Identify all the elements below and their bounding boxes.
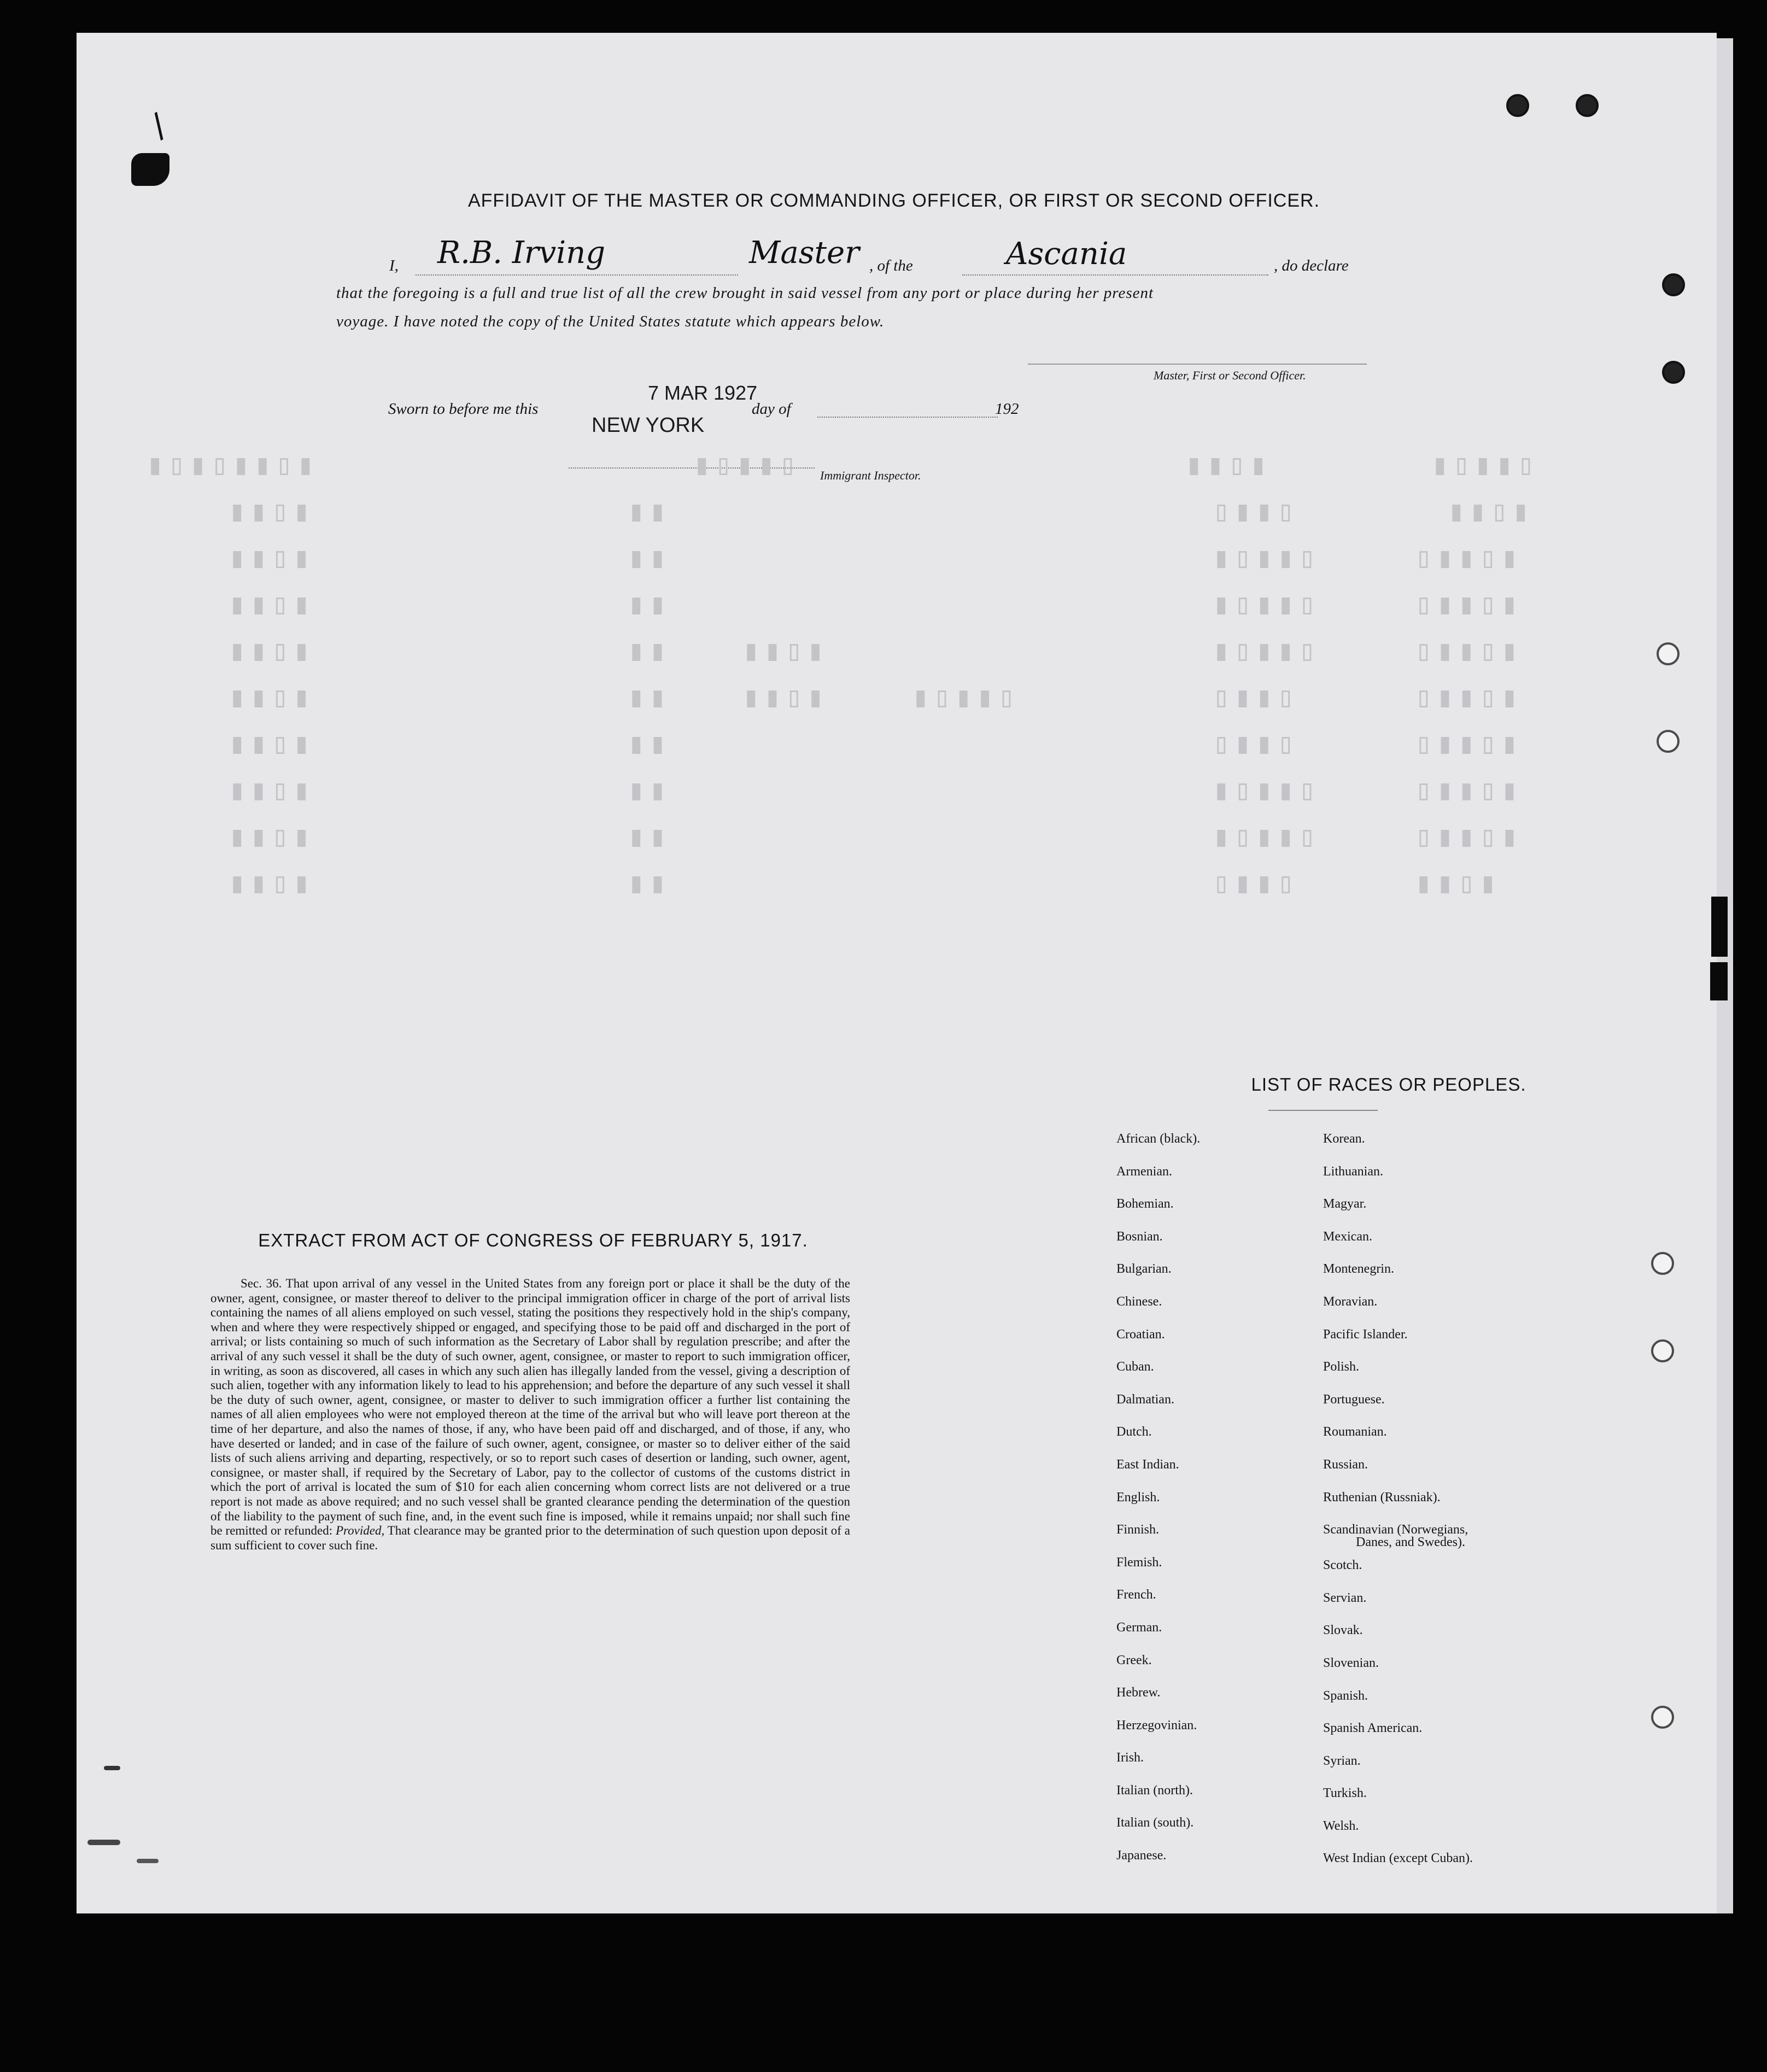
rank-handwritten: Master bbox=[749, 235, 859, 271]
race-item: Korean. bbox=[1323, 1132, 1365, 1146]
race-item: Flemish. bbox=[1116, 1555, 1162, 1570]
affidavit-line-3: voyage. I have noted the copy of the United States statute which appears below. bbox=[336, 313, 885, 330]
paper-speck bbox=[137, 1859, 159, 1863]
race-item: Welsh. bbox=[1323, 1818, 1359, 1833]
extract-title: EXTRACT FROM ACT OF CONGRESS OF FEBRUARY 5, 1917. bbox=[258, 1230, 808, 1250]
edge-tab bbox=[1711, 897, 1728, 957]
race-item: Hebrew. bbox=[1116, 1685, 1161, 1700]
race-item: Spanish American. bbox=[1323, 1721, 1423, 1736]
binding-hole bbox=[1662, 361, 1685, 384]
binding-hole bbox=[1651, 1252, 1674, 1275]
vessel-line bbox=[962, 274, 1268, 276]
race-item: Pacific Islander. bbox=[1323, 1327, 1408, 1342]
race-item: Roumanian. bbox=[1323, 1425, 1387, 1439]
race-item: West Indian (except Cuban). bbox=[1323, 1851, 1473, 1866]
race-item: Bohemian. bbox=[1116, 1197, 1174, 1211]
extract-text-2: That clearance may be granted prior to the determination of such question upon deposit of a sum sufficient to cover such fine. bbox=[210, 1524, 850, 1552]
race-item: Russian. bbox=[1323, 1457, 1368, 1472]
bleed-through-area bbox=[142, 448, 1651, 897]
sworn-label: Sworn to before me this bbox=[388, 400, 539, 418]
races-right-column bbox=[1323, 1132, 1473, 1884]
race-item: African (black). bbox=[1116, 1132, 1201, 1146]
races-title-rule bbox=[1268, 1110, 1378, 1111]
binding-hole bbox=[1506, 94, 1529, 117]
race-item: Scotch. bbox=[1323, 1558, 1362, 1573]
stamp-date: 7 MAR 1927 bbox=[648, 382, 758, 404]
races-title: LIST OF RACES OR PEOPLES. bbox=[1251, 1074, 1526, 1094]
name-line bbox=[416, 274, 738, 276]
race-item: Chinese. bbox=[1116, 1294, 1162, 1309]
race-item: Magyar. bbox=[1323, 1197, 1367, 1211]
bleed-through-row: ▮▯▮▮ ▮▮ ▯▮▮▯▮ ▮▯▮▮▯ bbox=[224, 541, 1518, 574]
race-item: Armenian. bbox=[1116, 1164, 1172, 1179]
bleed-through-row: ▮▯▮▮ ▮▮ ▯▮▮▯▮ ▮▯▮▮▯ bbox=[224, 820, 1518, 853]
extract-text-1: That upon arrival of any vessel in the United States from any foreign port or place it shall be the duty of the owner, agent, consignee, or master thereof to deliver to the principal immigration officer in charge of the port of arrival lists containing the names of all aliens employed on such vessel, stating the positions they respectively hold in the ship's company, when and where they were respectively shipped or engaged, and specifying those to be paid off and discharged in the port of arrival; or lists containing so much of such information as the Secretary of Labor shall by regulation prescribe; and after the arrival of any such vessel it shall be the duty of such owner, agent, consignee, or master to report to such immigration officer, in writing, as soon as discovered, all cases in which any such alien has illegally landed from the vessel, giving a description of such alien, together with any information likely to lead to his apprehension; and before the departure of any such vessel it shall be the duty of such owner, agent, consignee, or master to deliver to such immigration officer a further list containing the names of all alien employees who were not employed thereon at the time of the arrival but who will leave port thereon at the time of her departure, and also the names of those, if any, who have been paid off and discharged, and of those, if any, who have deserted or landed; and in case of the failure of such owner, agent, consignee, or master so to deliver either of the said lists of such aliens arriving and departing, respectively, or so to report such cases of desertion or landing, such owner, agent, consignee, or master shall, if required by the Secretary of Labor, pay to the collector of customs of the customs district in which the port of arrival is located the sum of $10 for each alien concerning whom correct lists are not delivered or a true report is not made as above required; and no such vessel shall be granted clearance pending the determination of the question of the liability to the payment of such fine, and, in the event such fine is imposed, while it remains unpaid; nor shall such fine be remitted or refunded: bbox=[210, 1277, 850, 1538]
affidavit-i-label: I, bbox=[389, 257, 399, 274]
binding-hole bbox=[1657, 730, 1680, 753]
race-item: Spanish. bbox=[1323, 1688, 1368, 1703]
race-item: Montenegrin. bbox=[1323, 1262, 1394, 1277]
race-item: Cuban. bbox=[1116, 1360, 1154, 1374]
race-item: Slovak. bbox=[1323, 1623, 1363, 1638]
vessel-name-handwritten: Ascania bbox=[1006, 236, 1127, 272]
bleed-through-row: ▮▯▮▮ ▮▮ ▮▯▮▮ ▯▮▮▯▮ ▯▮▮▯ ▮▯▮▮▯ bbox=[224, 681, 1518, 713]
master-name-handwritten: R.B. Irving bbox=[437, 235, 606, 271]
provided-keyword: Provided, bbox=[336, 1524, 385, 1538]
race-item: Finnish. bbox=[1116, 1523, 1160, 1537]
bleed-through-row: ▮▯▮▮ ▮▮ ▯▮▮▯▮ ▮▯▮▮▯ bbox=[224, 774, 1518, 806]
extract-body bbox=[210, 1277, 850, 1553]
race-item: Moravian. bbox=[1323, 1294, 1378, 1309]
binding-hole bbox=[1657, 642, 1680, 665]
pencil-mark: / bbox=[144, 106, 173, 145]
race-item: Portuguese. bbox=[1323, 1392, 1385, 1407]
race-item: Servian. bbox=[1323, 1590, 1367, 1605]
day-of-label: day of bbox=[752, 400, 791, 418]
binding-hole bbox=[1576, 94, 1599, 117]
race-item: Polish. bbox=[1323, 1360, 1360, 1374]
edge-tab bbox=[1710, 962, 1728, 1000]
race-item: Croatian. bbox=[1116, 1327, 1165, 1342]
race-item: Dutch. bbox=[1116, 1425, 1152, 1439]
race-item: Irish. bbox=[1116, 1751, 1144, 1765]
race-item: Dalmatian. bbox=[1116, 1392, 1174, 1407]
race-item: Bosnian. bbox=[1116, 1229, 1163, 1244]
race-item-continuation: Danes, and Swedes). bbox=[1356, 1535, 1465, 1550]
race-item: East Indian. bbox=[1116, 1457, 1179, 1472]
bleed-through-row: ▮▯▮▮ ▮▮ ▯▮▮▯ ▮▯▮▮ bbox=[224, 495, 1530, 528]
paper-speck bbox=[87, 1840, 120, 1845]
affidavit-line-2: that the foregoing is a full and true list of all the crew brought in said vessel from any port or place during her present bbox=[336, 284, 1154, 302]
year-prefix: 192 bbox=[995, 400, 1019, 418]
race-item: German. bbox=[1116, 1620, 1162, 1635]
paper-speck bbox=[104, 1766, 120, 1770]
binding-hole bbox=[1651, 1706, 1674, 1729]
bleed-through-row: ▮▯▮▮ ▮▮ ▮▯▮▮ ▯▮▮▯▮ ▮▯▮▮▯ bbox=[224, 634, 1518, 667]
ink-blot bbox=[131, 153, 169, 186]
month-line bbox=[817, 417, 998, 418]
race-item: Turkish. bbox=[1323, 1786, 1367, 1801]
race-item: Greek. bbox=[1116, 1653, 1152, 1667]
race-item: Slovenian. bbox=[1323, 1655, 1379, 1670]
of-the-label: , of the bbox=[869, 257, 913, 274]
signature-caption: Master, First or Second Officer. bbox=[1154, 368, 1306, 382]
race-item: Scandinavian (Norwegians, Danes, and Swedes). bbox=[1323, 1523, 1473, 1558]
race-item: Mexican. bbox=[1323, 1229, 1372, 1244]
do-declare-label: , do declare bbox=[1274, 257, 1349, 274]
bleed-through-row: ▮▯▮▮ ▮▮ ▯▮▮▯▮ ▮▯▮▮▯ bbox=[224, 588, 1518, 621]
races-left-column bbox=[1116, 1132, 1200, 1881]
race-item: Italian (north). bbox=[1116, 1783, 1193, 1798]
race-item: Italian (south). bbox=[1116, 1816, 1194, 1830]
race-item: Lithuanian. bbox=[1323, 1164, 1383, 1179]
race-item: Syrian. bbox=[1323, 1753, 1361, 1768]
stamp-place: NEW YORK bbox=[592, 414, 705, 437]
race-item: Herzegovinian. bbox=[1116, 1718, 1197, 1732]
race-item: English. bbox=[1116, 1490, 1160, 1505]
binding-hole bbox=[1651, 1339, 1674, 1362]
binding-hole bbox=[1662, 273, 1685, 296]
affidavit-title: AFFIDAVIT OF THE MASTER OR COMMANDING OFFICER, OR FIRST OR SECOND OFFICER. bbox=[467, 190, 1320, 211]
section-label: Sec. 36. bbox=[241, 1277, 282, 1290]
race-item: Japanese. bbox=[1116, 1848, 1167, 1863]
bleed-through-row: ▮▯▮▮▯▮▯▮ ▯▮▮▯▮ ▮▯▮▮ ▯▮▮▯▮ bbox=[142, 448, 1535, 481]
race-item: Bulgarian. bbox=[1116, 1262, 1172, 1277]
bleed-through-row: ▮▯▮▮ ▮▮ ▯▮▮▯ ▮▯▮▮▯ bbox=[224, 727, 1518, 760]
race-item: Ruthenian (Russniak). bbox=[1323, 1490, 1441, 1505]
race-item: French. bbox=[1116, 1588, 1156, 1602]
inspector-caption: Immigrant Inspector. bbox=[820, 469, 921, 482]
bleed-through-row: ▮▯▮▮ ▮▮ ▯▮▮▯ ▮▯▮▮ bbox=[224, 867, 1497, 899]
signature-line bbox=[1028, 364, 1367, 365]
